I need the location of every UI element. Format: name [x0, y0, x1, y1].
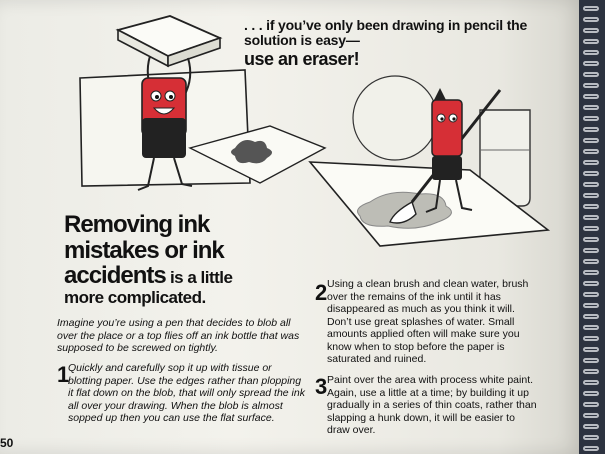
- main-heading: [64, 212, 304, 308]
- main-heading-line3-rest: is a little: [165, 268, 233, 287]
- brush-illustration: [300, 70, 560, 250]
- binding-coil: [583, 347, 599, 352]
- step-3: [315, 374, 540, 444]
- binding-coil: [583, 413, 599, 418]
- binding-coil: [583, 83, 599, 88]
- binding-coil: [583, 28, 599, 33]
- binding-coil: [583, 17, 599, 22]
- binding-coil: [583, 215, 599, 220]
- binding-coil: [583, 226, 599, 231]
- binding-coil: [583, 424, 599, 429]
- main-heading-line1: Removing ink: [64, 211, 210, 238]
- binding-coil: [583, 391, 599, 396]
- binding-coil: [583, 402, 599, 407]
- binding-coil: [583, 171, 599, 176]
- main-heading-line4: more complicated.: [64, 288, 206, 307]
- binding-coil: [583, 149, 599, 154]
- binding-coil: [583, 39, 599, 44]
- eraser-headline-line2: solution is easy—: [244, 32, 360, 48]
- eraser-headline-line1: . . . if you’ve only been drawing in pencil the: [244, 17, 528, 33]
- binding-coil: [583, 248, 599, 253]
- binding-coil: [583, 314, 599, 319]
- binding-coil: [583, 182, 599, 187]
- binding-coil: [583, 105, 599, 110]
- binding-coil: [583, 325, 599, 330]
- binding-coil: [583, 435, 599, 440]
- binding-coil: [583, 6, 599, 11]
- binding-coil: [583, 281, 599, 286]
- binding-coil: [583, 127, 599, 132]
- binding-coil: [583, 72, 599, 77]
- eraser-headline-line3: use an eraser!: [244, 49, 360, 69]
- eraser-headline: [244, 18, 554, 70]
- main-heading-line2: mistakes or ink: [64, 237, 224, 264]
- binding-coil: [583, 204, 599, 209]
- binding-coil: [583, 259, 599, 264]
- binding-coil: [583, 380, 599, 385]
- binding-coil: [583, 270, 599, 275]
- main-heading-line3-bold: accidents: [64, 262, 166, 289]
- step-text-3: Paint over the area with process white paint. Again, use a little at a time; by building it up gradually in a series of thin coats, rather than slapping a hunk down, it will be easier to draw over.: [327, 374, 537, 436]
- step-text-1: Quickly and carefully sop it up with tissue or blotting paper. Use the edges rather than plopping it flat down on the blob, that will only spread the ink all over your drawing. When the blob is almost sopped up then you can use the flat surface.: [68, 362, 305, 424]
- binding-coil: [583, 358, 599, 363]
- binding-coil: [583, 94, 599, 99]
- step-number-1: 1: [57, 362, 70, 387]
- step-number-3: 3: [315, 374, 328, 399]
- binding-coil: [583, 193, 599, 198]
- page-number: 50: [0, 436, 14, 450]
- step-text-2: Using a clean brush and clean water, brush over the remains of the ink until it has disappeared as much as you think it will. Don’t use great splashes of water. Small amounts applied often will make sure you know when to stop before the paper is saturated and ruined.: [327, 278, 529, 365]
- binding-coil: [583, 336, 599, 341]
- intro-paragraph: Imagine you’re using a pen that decides to blob all over the place or a top flies off an ink bottle that was supposed to be screwed on tightly.: [57, 317, 300, 354]
- step-number-2: 2: [315, 280, 328, 305]
- step-1: [57, 362, 312, 442]
- binding-coil: [583, 61, 599, 66]
- binding-coil: [583, 50, 599, 55]
- binding-coil: [583, 116, 599, 121]
- binding-coil: [583, 237, 599, 242]
- binding-coil: [583, 369, 599, 374]
- binding-coil: [583, 303, 599, 308]
- spiral-binding: [579, 0, 605, 454]
- step-2: [315, 278, 540, 368]
- binding-coil: [583, 138, 599, 143]
- binding-coil: [583, 160, 599, 165]
- binding-coil: [583, 292, 599, 297]
- binding-coil: [583, 446, 599, 451]
